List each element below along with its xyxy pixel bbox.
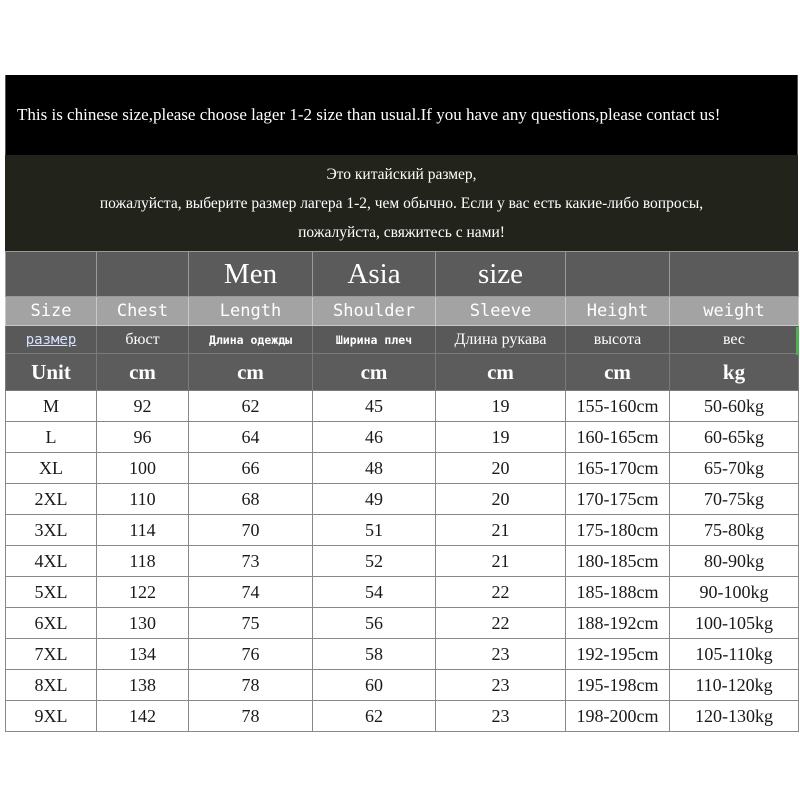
table-row bbox=[6, 391, 799, 422]
cell-chest: 138 bbox=[97, 670, 189, 701]
cell-chest: 142 bbox=[97, 701, 189, 732]
cell-shoulder: 60 bbox=[313, 670, 436, 701]
cell-size: 2XL bbox=[6, 484, 97, 515]
cell-sleeve: 19 bbox=[436, 391, 566, 422]
cell-size: 4XL bbox=[6, 546, 97, 577]
cell-size: 7XL bbox=[6, 639, 97, 670]
cell-weight: 65-70kg bbox=[670, 453, 799, 484]
cell-sleeve: 23 bbox=[436, 701, 566, 732]
header-ru-shoulder: Ширина плеч bbox=[313, 326, 436, 354]
header-ru-sleeve: Длина рукава bbox=[436, 326, 566, 354]
russian-notice-line: пожалуйста, свяжитесь с нами! bbox=[298, 223, 505, 241]
header-length: Length bbox=[189, 297, 313, 326]
size-chart bbox=[5, 75, 798, 732]
green-edge-mark bbox=[796, 327, 799, 355]
table-row bbox=[6, 515, 799, 546]
header-shoulder: Shoulder bbox=[313, 297, 436, 326]
cell-sleeve: 21 bbox=[436, 546, 566, 577]
russian-notice-line: Это китайский размер, bbox=[326, 165, 477, 183]
title-band-cell bbox=[670, 252, 799, 297]
cell-chest: 134 bbox=[97, 639, 189, 670]
cell-weight: 110-120kg bbox=[670, 670, 799, 701]
cell-chest: 100 bbox=[97, 453, 189, 484]
cell-height: 192-195cm bbox=[566, 639, 670, 670]
table-row bbox=[6, 639, 799, 670]
cell-weight: 90-100kg bbox=[670, 577, 799, 608]
cell-size: 9XL bbox=[6, 701, 97, 732]
cell-length: 76 bbox=[189, 639, 313, 670]
cell-height: 198-200cm bbox=[566, 701, 670, 732]
cell-chest: 130 bbox=[97, 608, 189, 639]
cell-shoulder: 52 bbox=[313, 546, 436, 577]
cell-weight: 105-110kg bbox=[670, 639, 799, 670]
title-band-cell: Men bbox=[189, 252, 313, 297]
cell-shoulder: 62 bbox=[313, 701, 436, 732]
table-row bbox=[6, 701, 799, 732]
cell-size: 5XL bbox=[6, 577, 97, 608]
cell-chest: 110 bbox=[97, 484, 189, 515]
title-band-cell: size bbox=[436, 252, 566, 297]
cell-size: M bbox=[6, 391, 97, 422]
cell-chest: 92 bbox=[97, 391, 189, 422]
header-sleeve: Sleeve bbox=[436, 297, 566, 326]
header-ru-size: размер bbox=[6, 326, 97, 354]
table-row bbox=[6, 670, 799, 701]
cell-shoulder: 48 bbox=[313, 453, 436, 484]
cell-chest: 118 bbox=[97, 546, 189, 577]
cell-length: 62 bbox=[189, 391, 313, 422]
header-ru-chest: бюст bbox=[97, 326, 189, 354]
cell-length: 74 bbox=[189, 577, 313, 608]
unit-cell: cm bbox=[97, 354, 189, 391]
cell-length: 68 bbox=[189, 484, 313, 515]
header-height: Height bbox=[566, 297, 670, 326]
title-band-cell: Asia bbox=[313, 252, 436, 297]
cell-weight: 75-80kg bbox=[670, 515, 799, 546]
cell-length: 66 bbox=[189, 453, 313, 484]
table-row bbox=[6, 422, 799, 453]
cell-sleeve: 19 bbox=[436, 422, 566, 453]
cell-shoulder: 54 bbox=[313, 577, 436, 608]
header-size: Size bbox=[6, 297, 97, 326]
cell-shoulder: 46 bbox=[313, 422, 436, 453]
title-band-row bbox=[6, 252, 799, 297]
unit-row bbox=[6, 354, 799, 391]
cell-weight: 60-65kg bbox=[670, 422, 799, 453]
cell-height: 170-175cm bbox=[566, 484, 670, 515]
english-notice: This is chinese size,please choose lager 1-2 size than usual.If you have any questions,please contact us! bbox=[5, 75, 798, 155]
cell-height: 195-198cm bbox=[566, 670, 670, 701]
russian-notice bbox=[5, 155, 798, 251]
cell-size: 6XL bbox=[6, 608, 97, 639]
header-row-ru bbox=[6, 326, 799, 354]
cell-length: 73 bbox=[189, 546, 313, 577]
cell-length: 70 bbox=[189, 515, 313, 546]
cell-shoulder: 51 bbox=[313, 515, 436, 546]
cell-size: XL bbox=[6, 453, 97, 484]
title-band-cell bbox=[566, 252, 670, 297]
header-ru-weight: вес bbox=[670, 326, 799, 354]
cell-size: 8XL bbox=[6, 670, 97, 701]
unit-cell: Unit bbox=[6, 354, 97, 391]
header-ru-height: высота bbox=[566, 326, 670, 354]
cell-length: 64 bbox=[189, 422, 313, 453]
cell-sleeve: 22 bbox=[436, 608, 566, 639]
cell-length: 75 bbox=[189, 608, 313, 639]
cell-shoulder: 56 bbox=[313, 608, 436, 639]
cell-length: 78 bbox=[189, 701, 313, 732]
header-weight: weight bbox=[670, 297, 799, 326]
cell-weight: 120-130kg bbox=[670, 701, 799, 732]
cell-sleeve: 20 bbox=[436, 484, 566, 515]
table-row bbox=[6, 484, 799, 515]
size-table bbox=[5, 251, 799, 732]
cell-height: 155-160cm bbox=[566, 391, 670, 422]
cell-size: L bbox=[6, 422, 97, 453]
cell-sleeve: 21 bbox=[436, 515, 566, 546]
table-row bbox=[6, 608, 799, 639]
table-row bbox=[6, 453, 799, 484]
title-band-cell bbox=[6, 252, 97, 297]
header-chest: Chest bbox=[97, 297, 189, 326]
header-row-en bbox=[6, 297, 799, 326]
table-row bbox=[6, 577, 799, 608]
cell-sleeve: 22 bbox=[436, 577, 566, 608]
cell-shoulder: 58 bbox=[313, 639, 436, 670]
unit-cell: cm bbox=[189, 354, 313, 391]
cell-shoulder: 45 bbox=[313, 391, 436, 422]
title-band-cell bbox=[97, 252, 189, 297]
cell-chest: 96 bbox=[97, 422, 189, 453]
unit-cell: kg bbox=[670, 354, 799, 391]
unit-cell: cm bbox=[436, 354, 566, 391]
header-ru-length: Длина одежды bbox=[189, 326, 313, 354]
russian-notice-line: пожалуйста, выберите размер лагера 1-2, чем обычно. Если у вас есть какие-либо вопросы, bbox=[99, 194, 704, 212]
cell-height: 160-165cm bbox=[566, 422, 670, 453]
cell-shoulder: 49 bbox=[313, 484, 436, 515]
cell-sleeve: 23 bbox=[436, 670, 566, 701]
cell-height: 185-188cm bbox=[566, 577, 670, 608]
cell-weight: 80-90kg bbox=[670, 546, 799, 577]
unit-cell: cm bbox=[313, 354, 436, 391]
cell-weight: 100-105kg bbox=[670, 608, 799, 639]
cell-weight: 50-60kg bbox=[670, 391, 799, 422]
cell-chest: 114 bbox=[97, 515, 189, 546]
cell-height: 180-185cm bbox=[566, 546, 670, 577]
cell-length: 78 bbox=[189, 670, 313, 701]
cell-weight: 70-75kg bbox=[670, 484, 799, 515]
cell-height: 188-192cm bbox=[566, 608, 670, 639]
cell-chest: 122 bbox=[97, 577, 189, 608]
cell-height: 165-170cm bbox=[566, 453, 670, 484]
unit-cell: cm bbox=[566, 354, 670, 391]
cell-size: 3XL bbox=[6, 515, 97, 546]
cell-height: 175-180cm bbox=[566, 515, 670, 546]
cell-sleeve: 20 bbox=[436, 453, 566, 484]
table-row bbox=[6, 546, 799, 577]
cell-sleeve: 23 bbox=[436, 639, 566, 670]
